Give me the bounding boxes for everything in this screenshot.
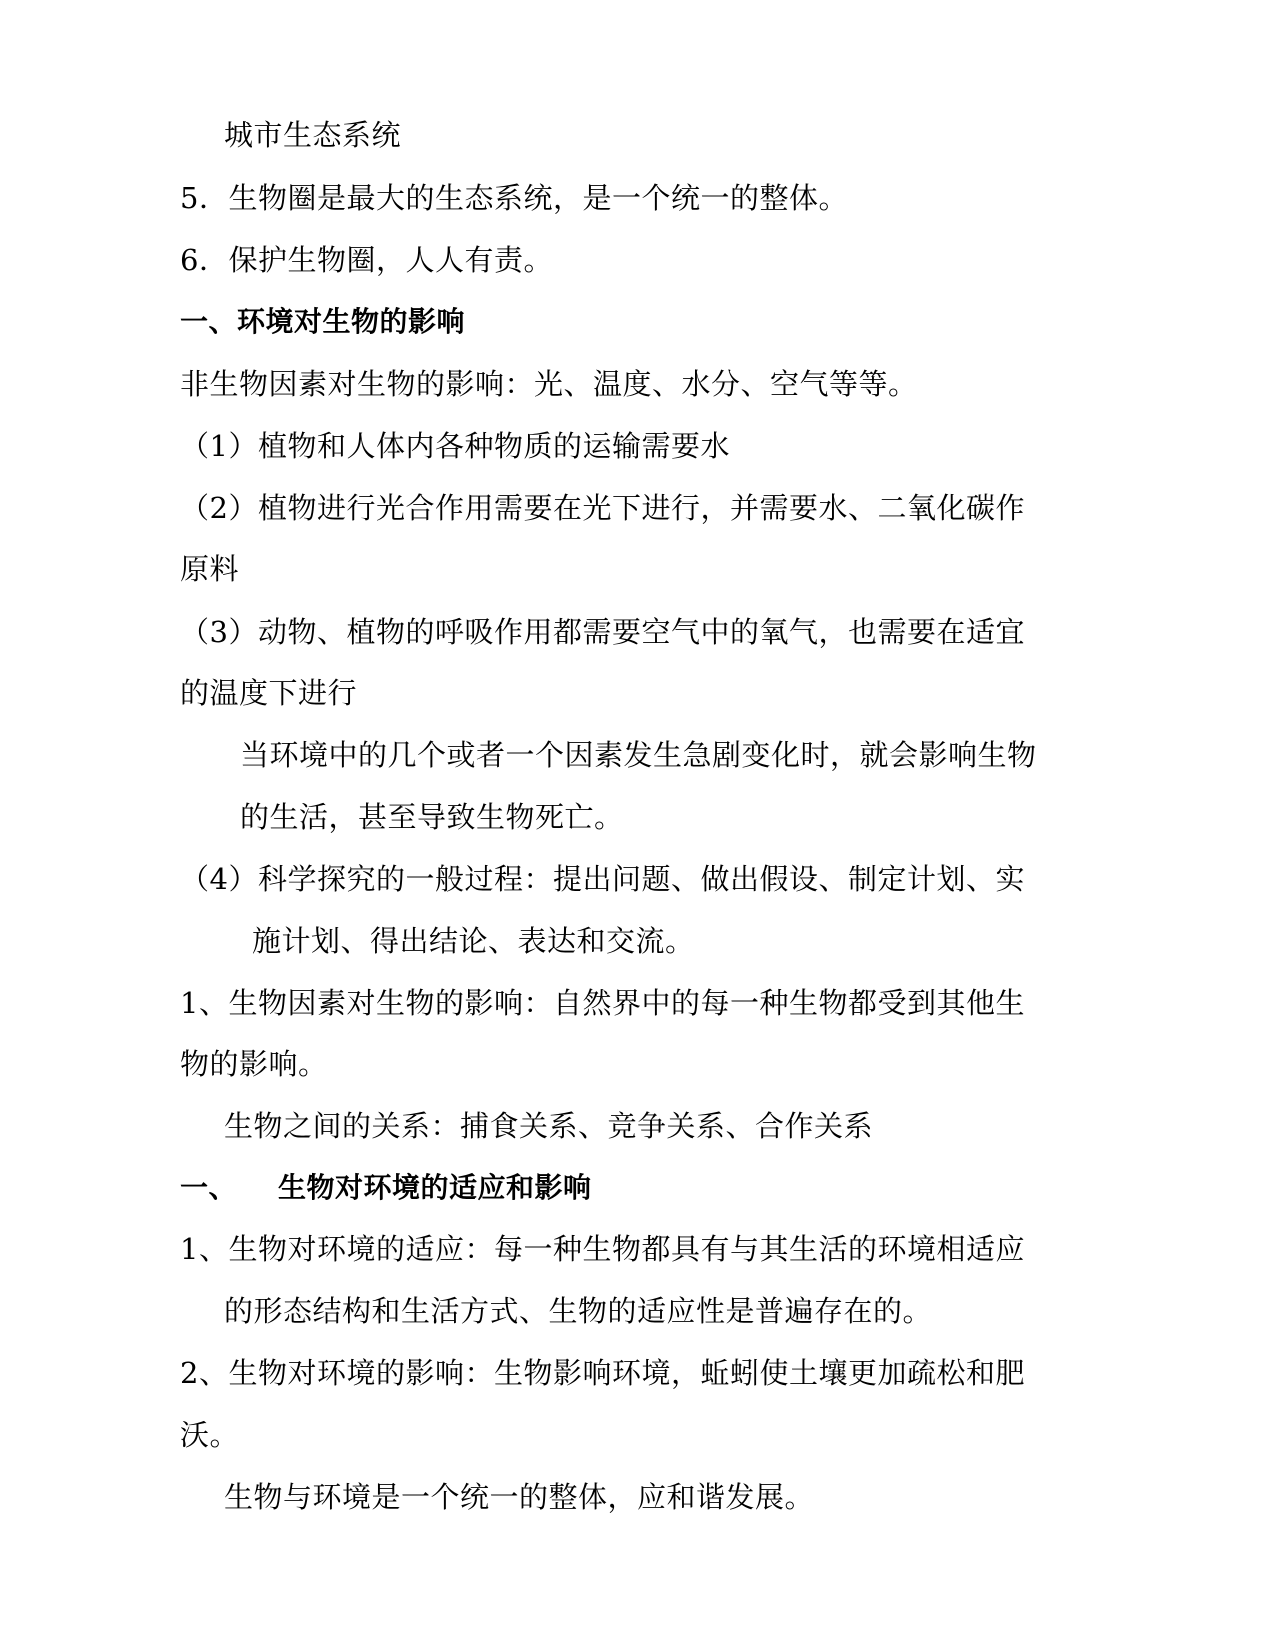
text-line: 城市生态系统 xyxy=(224,118,402,152)
section-heading: 一、 生物对环境的适应和影响 xyxy=(180,1171,592,1204)
text-line: 的温度下进行 xyxy=(180,676,358,710)
text-line: 物的影响。 xyxy=(180,1047,328,1081)
text-line: 的生活，甚至导致生物死亡。 xyxy=(240,800,624,834)
text-line: 当环境中的几个或者一个因素发生急剧变化时，就会影响生物 xyxy=(240,738,1037,772)
section-heading: 一、环境对生物的影响 xyxy=(180,305,466,338)
text-line: 1、生物因素对生物的影响：自然界中的每一种生物都受到其他生 xyxy=(180,986,1025,1020)
text-line: 原料 xyxy=(180,552,240,586)
text-line: 5．生物圈是最大的生态系统，是一个统一的整体。 xyxy=(180,181,848,215)
text-line: （3）动物、植物的呼吸作用都需要空气中的氧气，也需要在适宜 xyxy=(180,615,1025,649)
text-line: 1、生物对环境的适应：每一种生物都具有与其生活的环境相适应 xyxy=(180,1232,1025,1266)
text-line: 2、生物对环境的影响：生物影响环境，蚯蚓使土壤更加疏松和肥 xyxy=(180,1356,1025,1390)
text-line: 生物之间的关系：捕食关系、竞争关系、合作关系 xyxy=(224,1109,874,1143)
text-line: 施计划、得出结论、表达和交流。 xyxy=(252,924,695,958)
text-line: 沃。 xyxy=(180,1418,240,1452)
text-line: （4）科学探究的一般过程：提出问题、做出假设、制定计划、实 xyxy=(180,862,1025,896)
text-line: （2）植物进行光合作用需要在光下进行，并需要水、二氧化碳作 xyxy=(180,491,1025,525)
text-line: 生物与环境是一个统一的整体，应和谐发展。 xyxy=(224,1480,815,1514)
text-line: （1）植物和人体内各种物质的运输需要水 xyxy=(180,429,730,463)
text-line: 非生物因素对生物的影响：光、温度、水分、空气等等。 xyxy=(180,367,918,401)
text-line: 6．保护生物圈，人人有责。 xyxy=(180,243,553,277)
text-line: 的形态结构和生活方式、生物的适应性是普遍存在的。 xyxy=(224,1294,933,1328)
